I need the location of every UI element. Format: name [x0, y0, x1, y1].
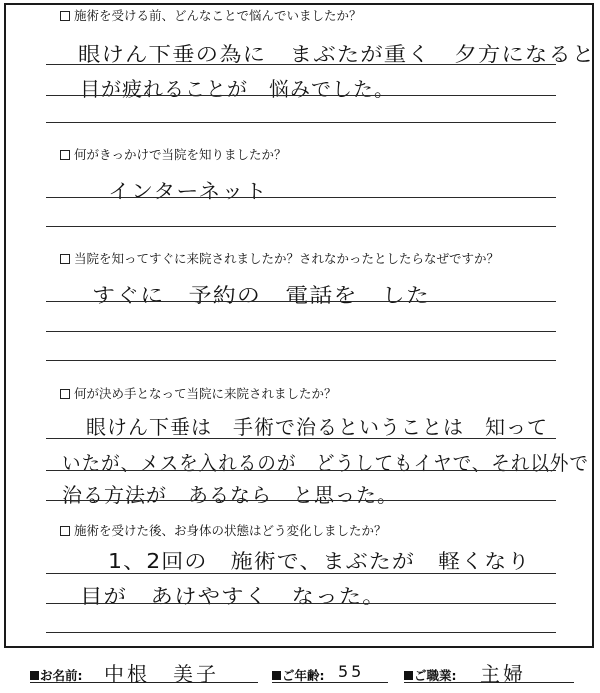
- question-4-checkbox: [60, 389, 70, 399]
- occupation-label: ご職業:: [404, 666, 457, 684]
- answer-4-line-3: 治る方法が あるなら と思った。: [62, 483, 398, 507]
- question-2: [60, 148, 287, 162]
- answer-4-line-2: いたが、メスを入れるのが どうしてもイヤで、それ以外で: [62, 451, 589, 475]
- question-2-text: 何がきっかけで当院を知りましたか？: [74, 147, 287, 162]
- answer-rule: [46, 360, 556, 361]
- question-4: [60, 387, 337, 401]
- answer-5-line-1: 1、2回の 施術で、まぶたが 軽くなり: [108, 549, 531, 573]
- age-underline: [272, 682, 388, 683]
- question-1-text: 施術を受ける前、どんなことで悩んでいましたか？: [74, 8, 362, 23]
- answer-rule: [46, 64, 556, 65]
- answer-rule: [46, 573, 556, 574]
- answer-rule: [46, 331, 556, 332]
- square-bullet-icon: [404, 671, 413, 680]
- occupation-value: 主婦: [480, 662, 526, 686]
- answer-rule: [46, 500, 556, 501]
- respondent-info: [0, 648, 600, 693]
- answer-rule: [46, 632, 556, 633]
- square-bullet-icon: [30, 671, 39, 680]
- answer-rule: [46, 95, 556, 96]
- occupation-underline: [404, 682, 574, 683]
- answer-1-line-2: 目が疲れることが 悩みでした。: [80, 77, 395, 101]
- answer-2-line-1: インターネット: [108, 179, 268, 203]
- answer-4-line-1: 眼けん下垂は 手術で治るということは 知って: [86, 415, 548, 439]
- question-3: [60, 252, 499, 266]
- age-label: ご年齢:: [272, 666, 325, 684]
- answer-rule: [46, 438, 556, 439]
- question-5: [60, 524, 387, 538]
- question-2-checkbox: [60, 150, 70, 160]
- age-value: 55: [338, 662, 365, 681]
- question-5-checkbox: [60, 526, 70, 536]
- answer-rule: [46, 603, 556, 604]
- answer-3-line-1: すぐに 予約の 電話を した: [92, 283, 431, 307]
- question-5-text: 施術を受けた後、お身体の状態はどう変化しましたか？: [74, 523, 387, 538]
- answer-rule: [46, 470, 556, 471]
- name-label: お名前:: [30, 666, 83, 684]
- answer-rule: [46, 197, 556, 198]
- question-4-text: 何が決め手となって当院に来院されましたか？: [74, 386, 337, 401]
- square-bullet-icon: [272, 671, 281, 680]
- question-3-text: 当院を知ってすぐに来院されましたか？されなかったとしたらなぜですか？: [74, 251, 500, 266]
- answer-rule: [46, 122, 556, 123]
- answer-5-line-2: 目が あけやすく なった。: [80, 584, 386, 608]
- question-1-checkbox: [60, 11, 70, 21]
- question-3-checkbox: [60, 254, 70, 264]
- question-1: [60, 9, 362, 23]
- answer-1-line-1: 眼けん下垂の為に まぶたが重く 夕方になると: [78, 42, 596, 66]
- name-value: 中根 美子: [104, 662, 219, 686]
- name-underline: [30, 682, 258, 683]
- answer-rule: [46, 301, 556, 302]
- answer-rule: [46, 226, 556, 227]
